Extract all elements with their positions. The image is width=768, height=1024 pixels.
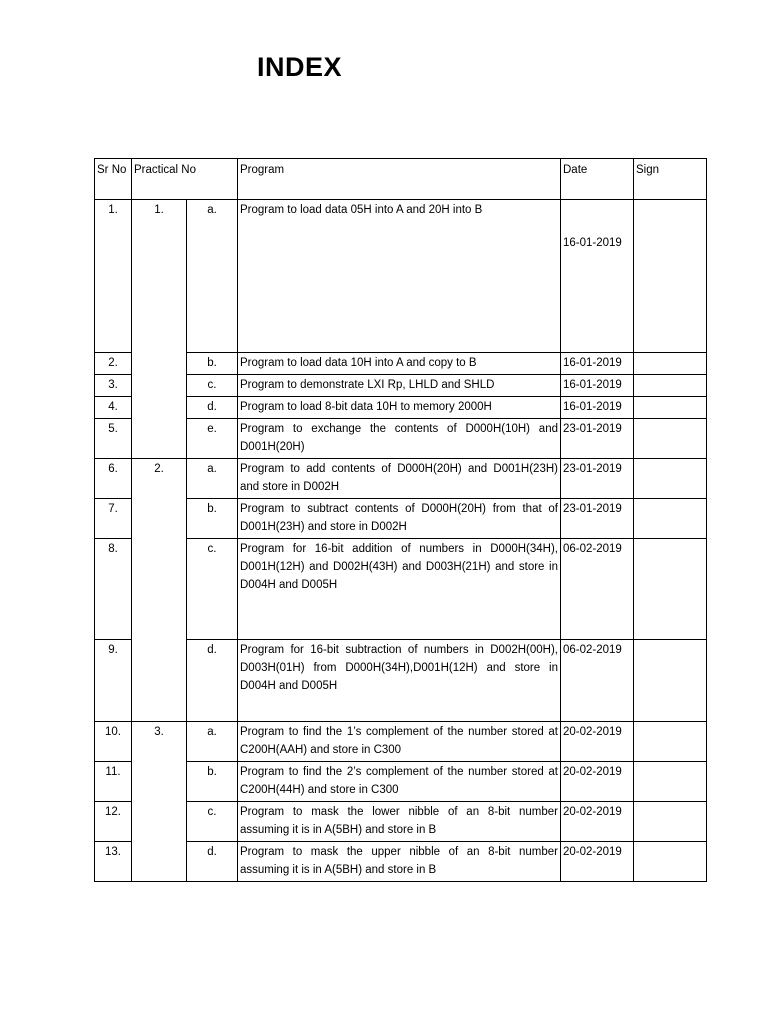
- sub-item-cell: b.: [187, 499, 238, 539]
- sign-cell: [634, 842, 707, 882]
- date-cell: 16-01-2019: [561, 200, 634, 353]
- practical-no-cell: 2.: [132, 459, 187, 722]
- sign-cell: [634, 539, 707, 640]
- sub-item-cell: c.: [187, 539, 238, 640]
- sr-no-cell: 2.: [95, 353, 132, 375]
- header-sign: Sign: [634, 159, 707, 200]
- sub-item-cell: a.: [187, 722, 238, 762]
- sign-cell: [634, 375, 707, 397]
- date-cell: 16-01-2019: [561, 353, 634, 375]
- program-cell: Program to mask the upper nibble of an 8-bit number assuming it is in A(5BH) and store in B: [238, 842, 561, 882]
- sub-item-cell: a.: [187, 200, 238, 353]
- date-cell: 23-01-2019: [561, 419, 634, 459]
- practical-no-cell: 1.: [132, 200, 187, 459]
- sign-cell: [634, 200, 707, 353]
- table-header-row: [95, 159, 707, 200]
- program-cell: Program to find the 1’s complement of the number stored at C200H(AAH) and store in C300: [238, 722, 561, 762]
- table-row: [95, 397, 707, 419]
- sub-item-cell: c.: [187, 802, 238, 842]
- program-cell: Program to mask the lower nibble of an 8-bit number assuming it is in A(5BH) and store in B: [238, 802, 561, 842]
- sr-no-cell: 8.: [95, 539, 132, 640]
- page-title: INDEX: [257, 52, 343, 82]
- sub-item-cell: b.: [187, 353, 238, 375]
- sign-cell: [634, 762, 707, 802]
- table-row: [95, 499, 707, 539]
- sr-no-cell: 1.: [95, 200, 132, 353]
- date-cell: 20-02-2019: [561, 802, 634, 842]
- sr-no-cell: 5.: [95, 419, 132, 459]
- sub-item-cell: c.: [187, 375, 238, 397]
- table-row: [95, 722, 707, 762]
- sign-cell: [634, 353, 707, 375]
- index-table: [94, 158, 707, 882]
- date-cell: 20-02-2019: [561, 762, 634, 802]
- practical-no-cell: 3.: [132, 722, 187, 882]
- sign-cell: [634, 722, 707, 762]
- date-cell: 20-02-2019: [561, 722, 634, 762]
- date-cell: 16-01-2019: [561, 375, 634, 397]
- program-cell: Program to load 8-bit data 10H to memory 2000H: [238, 397, 561, 419]
- sign-cell: [634, 459, 707, 499]
- table-row: [95, 375, 707, 397]
- sr-no-cell: 9.: [95, 640, 132, 722]
- sub-item-cell: d.: [187, 397, 238, 419]
- program-cell: Program to add contents of D000H(20H) and D001H(23H) and store in D002H: [238, 459, 561, 499]
- program-cell: Program to demonstrate LXI Rp, LHLD and SHLD: [238, 375, 561, 397]
- table-row: [95, 640, 707, 722]
- table-row: [95, 353, 707, 375]
- table-row: [95, 459, 707, 499]
- sub-item-cell: d.: [187, 842, 238, 882]
- program-cell: Program to subtract contents of D000H(20H) from that of D001H(23H) and store in D002H: [238, 499, 561, 539]
- table-row: [95, 200, 707, 353]
- header-sr-no: Sr No: [95, 159, 132, 200]
- header-date: Date: [561, 159, 634, 200]
- sr-no-cell: 7.: [95, 499, 132, 539]
- program-cell: Program for 16-bit subtraction of numbers in D002H(00H), D003H(01H) from D000H(34H),D001H(12H) and store in D004H and D005H: [238, 640, 561, 722]
- date-cell: 06-02-2019: [561, 640, 634, 722]
- program-cell: Program to load data 10H into A and copy to B: [238, 353, 561, 375]
- sr-no-cell: 6.: [95, 459, 132, 499]
- date-cell: 23-01-2019: [561, 459, 634, 499]
- table-row: [95, 842, 707, 882]
- table-row: [95, 419, 707, 459]
- sub-item-cell: e.: [187, 419, 238, 459]
- sr-no-cell: 13.: [95, 842, 132, 882]
- sub-item-cell: d.: [187, 640, 238, 722]
- sign-cell: [634, 397, 707, 419]
- header-program: Program: [238, 159, 561, 200]
- table-row: [95, 539, 707, 640]
- program-cell: Program for 16-bit addition of numbers in D000H(34H), D001H(12H) and D002H(43H) and D003H(21H) and store in D004H and D005H: [238, 539, 561, 640]
- header-practical-no: Practical No: [132, 159, 238, 200]
- sr-no-cell: 10.: [95, 722, 132, 762]
- sub-item-cell: a.: [187, 459, 238, 499]
- sr-no-cell: 3.: [95, 375, 132, 397]
- sr-no-cell: 4.: [95, 397, 132, 419]
- table-row: [95, 762, 707, 802]
- date-cell: 23-01-2019: [561, 499, 634, 539]
- table-row: [95, 802, 707, 842]
- sign-cell: [634, 499, 707, 539]
- date-cell: 20-02-2019: [561, 842, 634, 882]
- sub-item-cell: b.: [187, 762, 238, 802]
- program-cell: Program to exchange the contents of D000H(10H) and D001H(20H): [238, 419, 561, 459]
- sign-cell: [634, 419, 707, 459]
- date-cell: 06-02-2019: [561, 539, 634, 640]
- date-cell: 16-01-2019: [561, 397, 634, 419]
- program-cell: Program to load data 05H into A and 20H into B: [238, 200, 561, 353]
- sr-no-cell: 12.: [95, 802, 132, 842]
- program-cell: Program to find the 2’s complement of the number stored at C200H(44H) and store in C300: [238, 762, 561, 802]
- sr-no-cell: 11.: [95, 762, 132, 802]
- sign-cell: [634, 802, 707, 842]
- sign-cell: [634, 640, 707, 722]
